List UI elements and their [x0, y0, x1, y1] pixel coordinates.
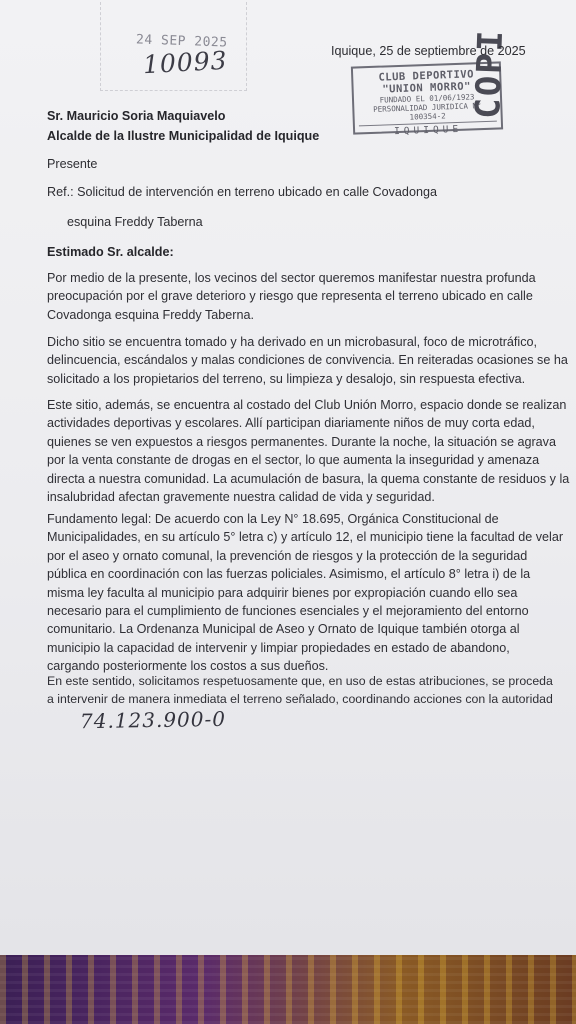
ref-line-1: Ref.: Solicitud de intervención en terreno ubicado en calle Covadonga	[47, 185, 437, 199]
paragraph-5	[47, 672, 553, 709]
place-date: Iquique, 25 de septiembre de 2025	[331, 44, 526, 58]
paragraph-1	[47, 269, 536, 324]
paragraph-line: pública en coordinación con las fuerzas policiales. Asimismo, el artículo 8° letra i) de la	[47, 567, 531, 582]
paragraph-line: preocupación por el grave deterioro y riesgo que representa el terreno ubicado en calle	[47, 289, 533, 304]
handwritten-rut: 74.123.900-0	[79, 706, 227, 734]
club-stamp-city: IQUIQUE	[359, 121, 497, 139]
copia-stamp: COPI	[468, 28, 512, 120]
paragraph-line: delincuencia, escándalos y malas condiciones de convivencia. En reiteradas ocasiones se ha	[47, 353, 568, 368]
paragraph-line: cargando posteriormente los costos a sus dueños.	[47, 659, 329, 674]
paragraph-line: misma ley faculta al municipio para adquirir bienes por expropiación cuando ello sea	[47, 585, 518, 600]
salutation: Estimado Sr. alcalde:	[47, 245, 174, 259]
ref-line-2: esquina Freddy Taberna	[67, 215, 203, 229]
paragraph-line: necesario para el cumplimiento de funciones esenciales y el mejoramiento del entorno	[47, 604, 529, 619]
paragraph-line: actividades deportivas y escolares. Allí participan diariamente niños de muy corta edad,	[47, 416, 535, 431]
paragraph-line: En este sentido, solicitamos respetuosamente que, en uso de estas atribuciones, se proceda	[47, 674, 553, 688]
paragraph-line: Dicho sitio se encuentra tomado y ha derivado en un microbasural, foco de microtráfico,	[47, 335, 538, 349]
paragraph-line: quienes se ven expuestos a riesgos permanentes. Durante la noche, la situación se agrava	[47, 434, 556, 449]
paragraph-line: municipio la capacidad de intervenir y limpiar propiedades en estado de abandono,	[47, 640, 510, 655]
paragraph-line: comunitario. La Ordenanza Municipal de Aseo y Ornato de Iquique también otorga al	[47, 622, 520, 637]
fabric-background	[0, 955, 576, 1024]
paragraph-2	[47, 333, 568, 388]
paragraph-line: insalubridad afectan gravemente nuestra calidad de vida y seguridad.	[47, 490, 435, 505]
recipient-name: Sr. Mauricio Soria Maquiavelo	[47, 109, 226, 123]
paragraph-4	[47, 510, 564, 676]
paragraph-line: Fundamento legal: De acuerdo con la Ley N° 18.695, Orgánica Constitucional de	[47, 512, 499, 526]
paragraph-line: Por medio de la presente, los vecinos del sector queremos manifestar nuestra profunda	[47, 271, 536, 285]
paragraph-line: por el aseo y ornato comunal, la prevención de riesgos y la protección de la seguridad	[47, 548, 528, 563]
recipient-title: Alcalde de la Ilustre Municipalidad de Iquique	[47, 129, 320, 143]
paragraph-line: por la venta constante de drogas en el sector, lo que aumenta la inseguridad y amenaza	[47, 453, 540, 468]
paragraph-3	[47, 396, 570, 506]
paragraph-line: a intervenir de manera inmediata el terreno señalado, coordinando acciones con la autoridad	[47, 692, 553, 707]
club-stamp-legal: PERSONALIDAD JURIDICA N° 100354-2	[373, 101, 482, 122]
paragraph-line: Covadonga esquina Freddy Taberna.	[47, 307, 255, 322]
club-stamp-founded: FUNDADO EL 01/06/1923	[379, 92, 475, 105]
received-date-stamp: 24 SEP 2025	[135, 32, 228, 51]
paragraph-line: Municipalidades, en su artículo 5° letra c) y artículo 12, el municipio tiene la facultad de velar	[47, 530, 564, 545]
received-number-handwritten: 10093	[142, 45, 229, 80]
presente: Presente	[47, 157, 98, 171]
paragraph-line: directa a nuestra comunidad. La acumulación de basura, la quema constante de residuos y la	[47, 471, 570, 486]
paragraph-line: solicitado a los propietarios del terreno, su limpieza y desalojo, sin respuesta efectiva.	[47, 371, 526, 386]
paragraph-line: Este sitio, además, se encuentra al costado del Club Unión Morro, espacio donde se realizan	[47, 398, 567, 412]
club-stamp-name: CLUB DEPORTIVO "UNION MORRO"	[378, 68, 475, 96]
